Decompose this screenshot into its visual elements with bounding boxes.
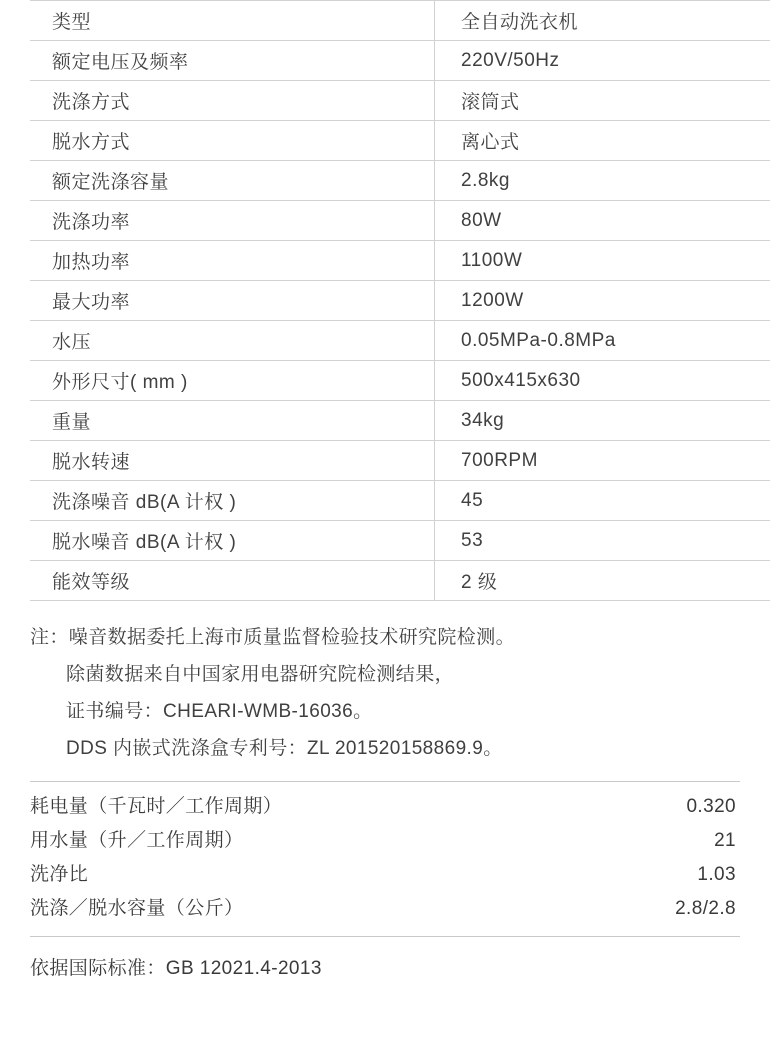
table-row (30, 321, 770, 361)
spec-key: 能效等级 (30, 561, 435, 601)
energy-value: 0.320 (686, 796, 736, 817)
table-row (30, 121, 770, 161)
spec-key: 洗涤功率 (30, 201, 435, 241)
standard-reference: 依据国际标准：GB 12021.4-2013 (30, 936, 740, 980)
table-row (30, 441, 770, 481)
table-row (30, 241, 770, 281)
spec-key: 洗涤噪音 dB(A 计权 ) (30, 481, 435, 521)
table-row (30, 481, 770, 521)
spec-value: 500x415x630 (435, 361, 770, 401)
table-row (30, 1, 770, 41)
spec-key: 加热功率 (30, 241, 435, 281)
note-line-4: DDS 内嵌式洗涤盒专利号：ZL 201520158869.9。 (66, 738, 503, 759)
table-row (30, 81, 770, 121)
spec-value: 滚筒式 (435, 81, 770, 121)
energy-row (30, 824, 740, 858)
spec-key: 最大功率 (30, 281, 435, 321)
spec-value: 全自动洗衣机 (435, 1, 770, 41)
spec-key: 洗涤方式 (30, 81, 435, 121)
spec-key: 外形尺寸( mm ) (30, 361, 435, 401)
table-row (30, 201, 770, 241)
spec-value: 220V/50Hz (435, 41, 770, 81)
spec-value: 2.8kg (435, 161, 770, 201)
spec-key: 类型 (30, 1, 435, 41)
note-line-1: 注：噪音数据委托上海市质量监督检验技术研究院检测。 (30, 627, 516, 648)
spec-key: 水压 (30, 321, 435, 361)
spec-value: 1200W (435, 281, 770, 321)
energy-value: 2.8/2.8 (675, 898, 736, 919)
spec-value: 53 (435, 521, 770, 561)
spec-value: 80W (435, 201, 770, 241)
table-row (30, 281, 770, 321)
energy-label: 用水量（升／工作周期） (30, 830, 244, 851)
note-line-2: 除菌数据来自中国家用电器研究院检测结果， (66, 664, 455, 685)
energy-row (30, 790, 740, 824)
table-row (30, 521, 770, 561)
table-row (30, 401, 770, 441)
specification-table (30, 0, 770, 601)
table-row (30, 561, 770, 601)
table-row (30, 361, 770, 401)
energy-value: 21 (714, 830, 736, 851)
table-row (30, 41, 770, 81)
energy-label: 洗净比 (30, 864, 89, 885)
spec-key: 脱水噪音 dB(A 计权 ) (30, 521, 435, 561)
spec-key: 额定电压及频率 (30, 41, 435, 81)
spec-key: 重量 (30, 401, 435, 441)
spec-key: 脱水转速 (30, 441, 435, 481)
spec-key: 脱水方式 (30, 121, 435, 161)
spec-value: 700RPM (435, 441, 770, 481)
spec-value: 2 级 (435, 561, 770, 601)
energy-value: 1.03 (697, 864, 736, 885)
energy-label-block (30, 781, 740, 926)
spec-value: 1100W (435, 241, 770, 281)
spec-key: 额定洗涤容量 (30, 161, 435, 201)
specification-table-body (30, 1, 770, 601)
energy-label: 耗电量（千瓦时／工作周期） (30, 796, 283, 817)
note-line-3: 证书编号：CHEARI-WMB-16036。 (66, 701, 373, 722)
energy-label: 洗涤／脱水容量（公斤） (30, 898, 244, 919)
energy-row (30, 892, 740, 926)
spec-value: 45 (435, 481, 770, 521)
spec-value: 离心式 (435, 121, 770, 161)
table-row (30, 161, 770, 201)
energy-row (30, 858, 740, 892)
spec-value: 0.05MPa-0.8MPa (435, 321, 770, 361)
notes-block (30, 619, 740, 767)
spec-value: 34kg (435, 401, 770, 441)
